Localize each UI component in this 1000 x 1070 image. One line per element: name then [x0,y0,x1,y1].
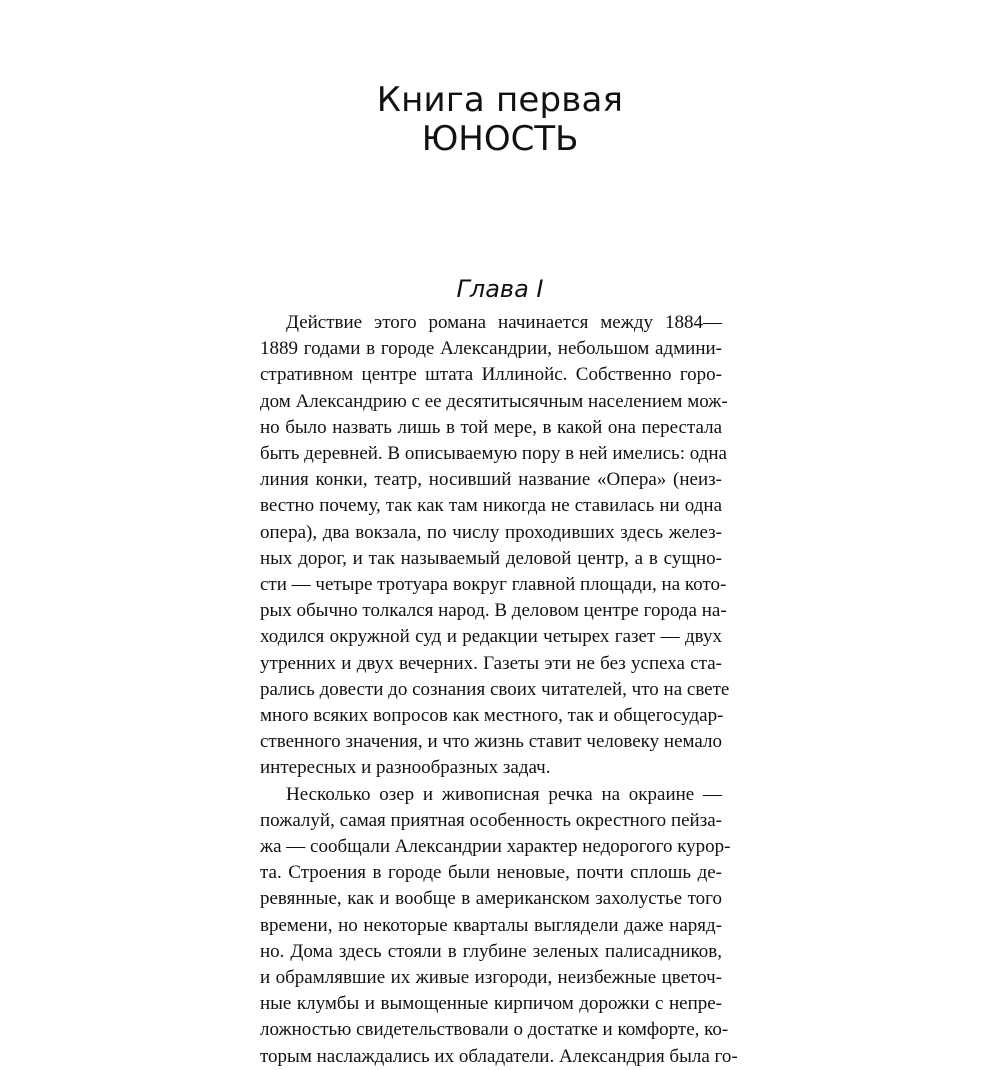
paragraph-line: ревянные, как и вообще в американском захолустье того [260,888,722,910]
paragraph-line: ственного значения, и что жизнь ставит человеку немало [260,731,722,753]
paragraph-line: линия конки, театр, носивший название «Опера» (неиз- [260,469,722,491]
paragraph-line: утренних и двух вечерних. Газеты эти не без успеха ста- [260,652,722,674]
paragraph-line: стративном центре штата Иллинойс. Собственно горо- [260,364,722,386]
paragraph-line: но было назвать лишь в той мере, в какой она перестала [260,416,722,438]
paragraph-line: вестно почему, так как там никогда не ставилась ни одна [260,495,722,517]
paragraph-line: опера), два вокзала, по числу проходивших здесь желез- [260,521,722,543]
paragraph-line: 1889 годами в городе Александрии, небольшом админи- [260,338,722,360]
book-title-line2: ЮНОСТЬ [421,119,579,159]
paragraph-line: Несколько озер и живописная речка на окраине — [286,783,722,805]
paragraph-line: Действие этого романа начинается между 1884— [286,312,722,333]
chapter-heading: Глава I [456,275,544,303]
paragraph-line: пожалуй, самая приятная особенность окрестного пейза- [260,809,722,831]
chapter-text [260,310,738,1070]
book-title-line1: Книга первая [376,80,624,120]
paragraph-line: быть деревней. В описываемую пору в ней имелись: одна [260,443,727,465]
paragraph-line: и обрамлявшие их живые изгороди, неизбежные цветоч- [260,967,722,989]
paragraph-line: сти — четыре тротуара вокруг главной площади, на кото- [260,574,727,596]
paragraph-line: дом Александрию с ее десятитысячным населением мож- [260,390,728,412]
paragraph-line: ложностью свидетельствовали о достатке и комфорте, ко- [260,1019,729,1041]
paragraph-line: ходился окружной суд и редакции четырех газет — двух [260,626,722,648]
paragraph-line: ных дорог, и так называемый деловой центр, а в сущно- [260,547,722,569]
paragraph-line: торым наслаждались их обладатели. Александрия была го- [260,1045,738,1067]
paragraph-line: ные клумбы и вымощенные кирпичом дорожки с непре- [260,993,722,1015]
paragraph-line: жа — сообщали Александрии характер недорогого курор- [260,836,731,858]
paragraph-line: но. Дома здесь стояли в глубине зеленых палисадников, [260,940,722,962]
paragraph-line: времени, но некоторые кварталы выглядели даже наряд- [260,914,722,936]
paragraph-line: интересных и разнообразных задач. [260,757,551,779]
paragraph-line: рых обычно толкался народ. В деловом центре города на- [260,600,727,622]
paragraph-line: много всяких вопросов как местного, так и общегосудар- [260,705,724,727]
paragraph-line: та. Строения в городе были неновые, почти сплошь де- [260,862,722,884]
paragraph-line: рались довести до сознания своих читателей, что на свете [260,678,730,700]
